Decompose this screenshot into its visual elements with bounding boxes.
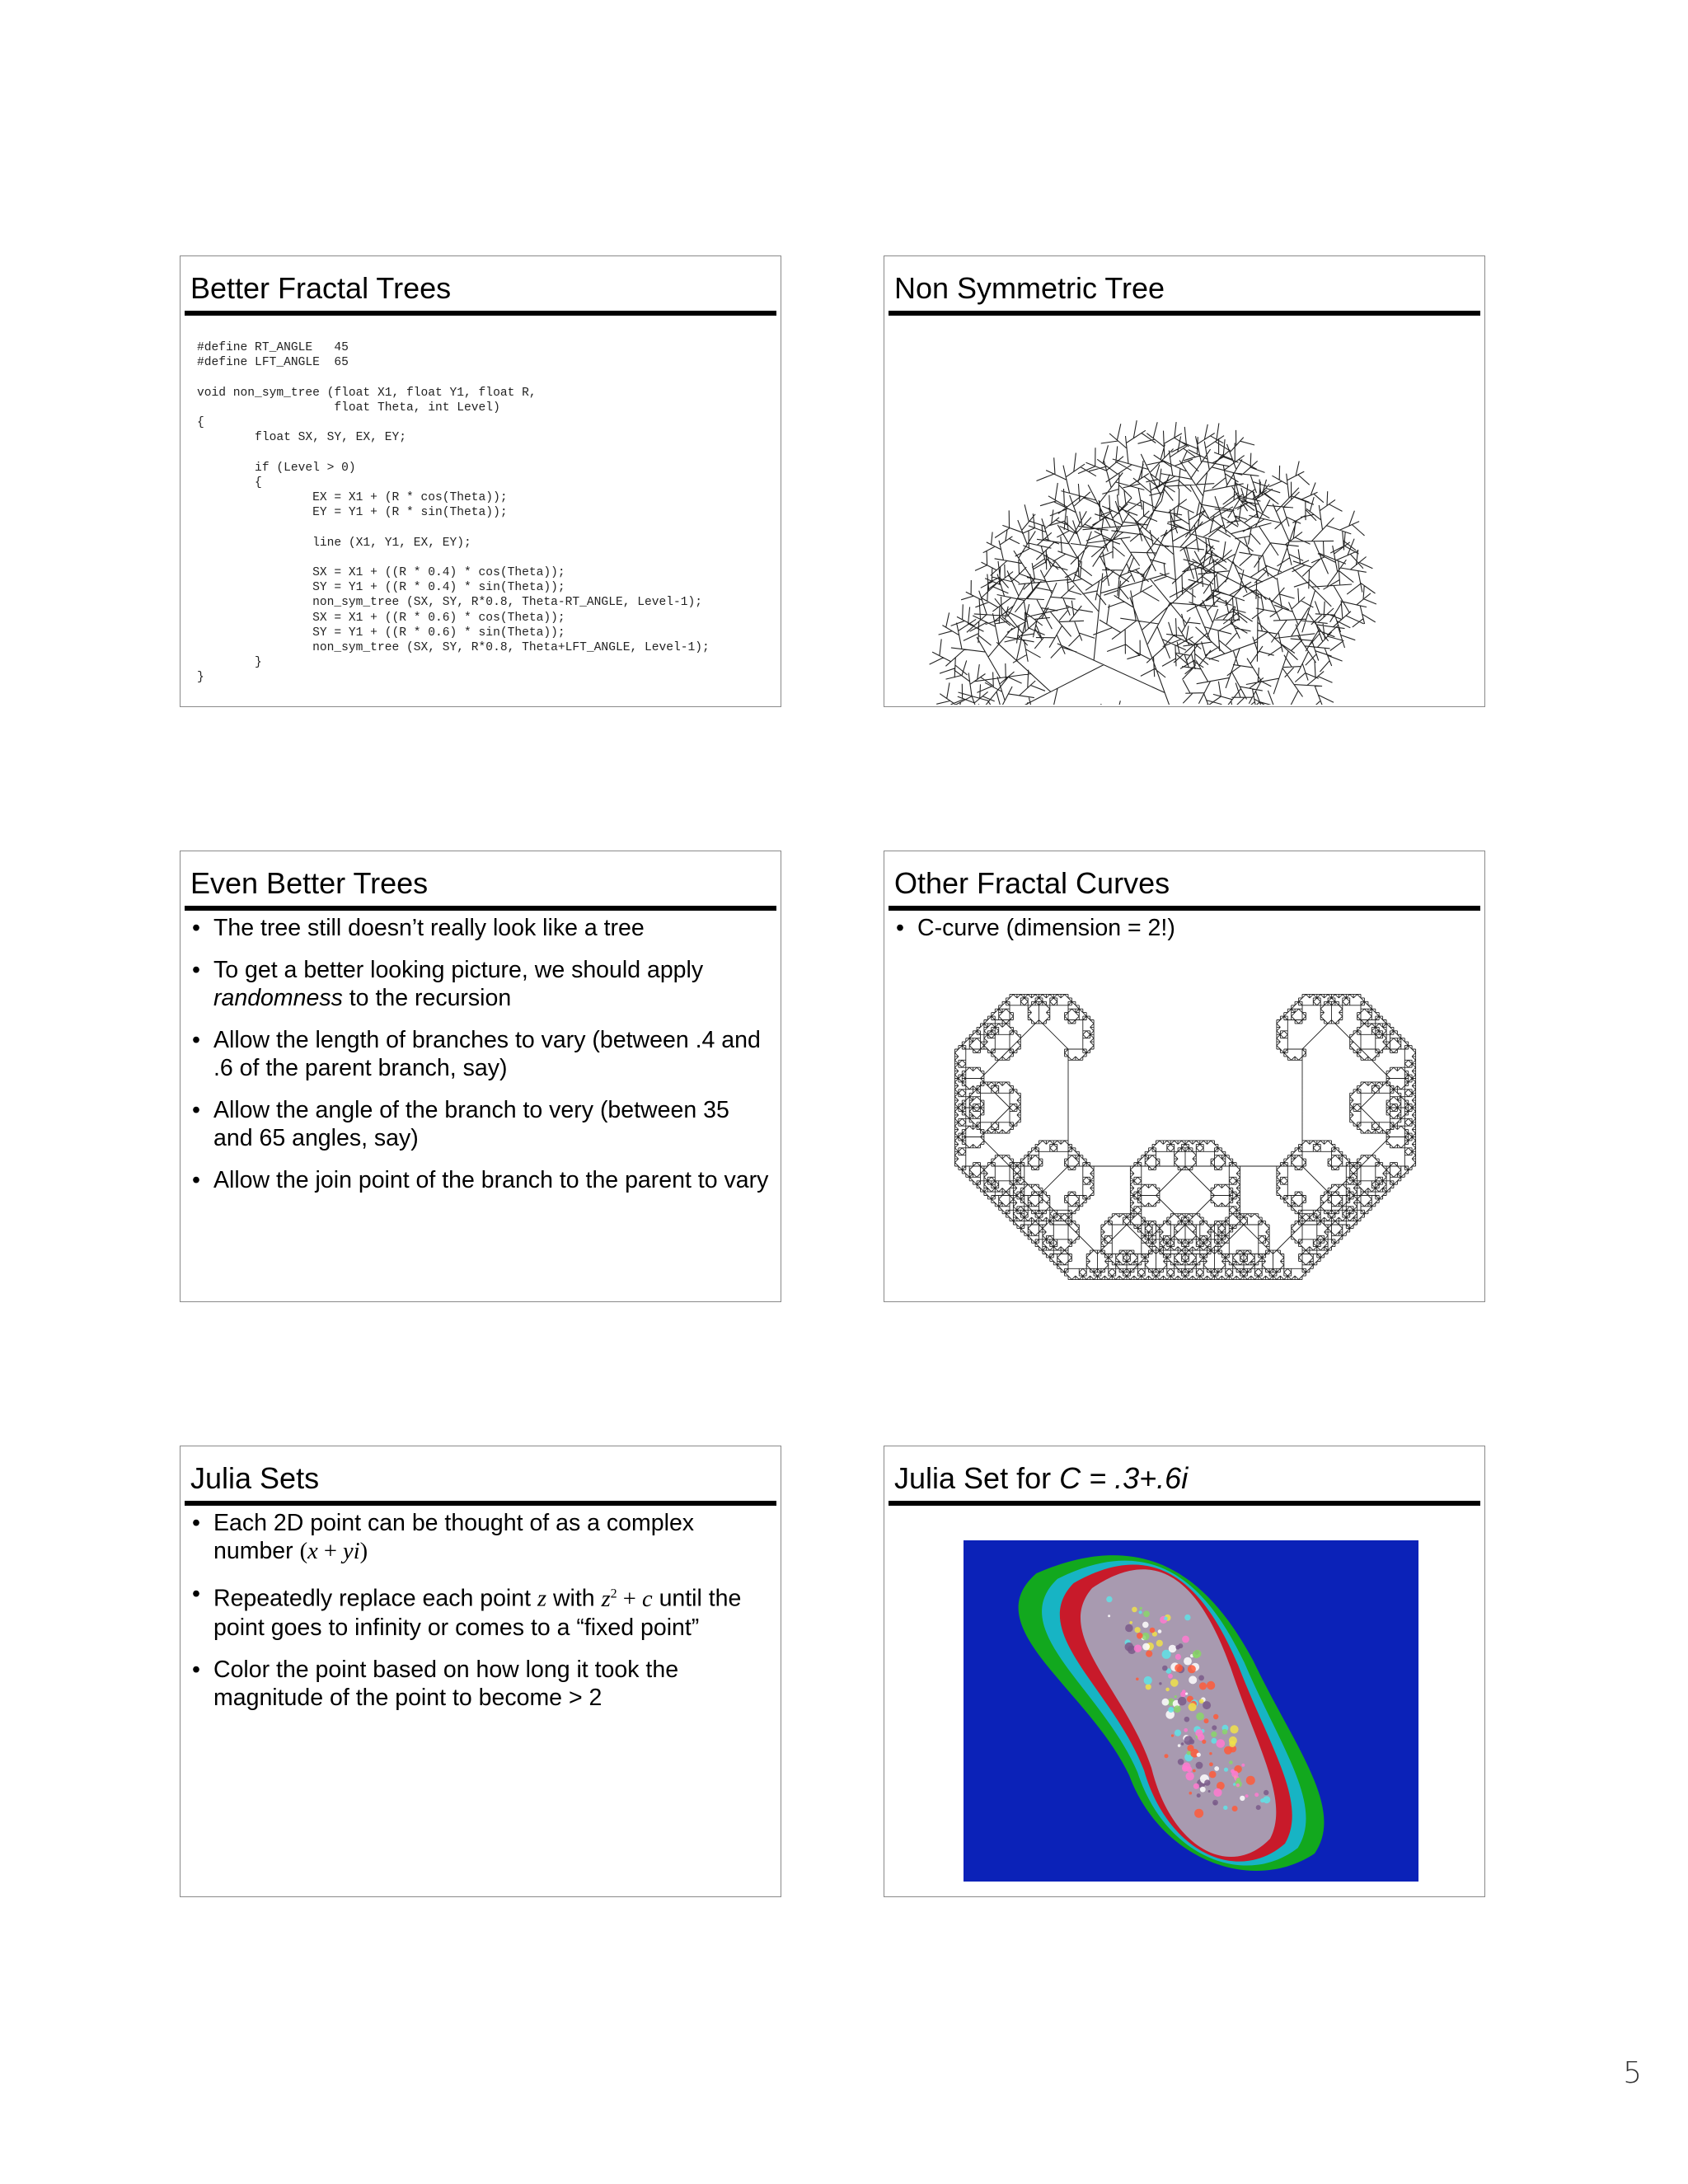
julia-detail bbox=[1159, 1682, 1161, 1685]
julia-detail bbox=[1181, 1742, 1184, 1745]
julia-detail bbox=[1178, 1759, 1184, 1765]
julia-detail bbox=[1174, 1705, 1181, 1713]
julia-detail bbox=[1169, 1645, 1177, 1653]
list-item: • To get a better looking picture, we should apply randomness to the recursion bbox=[190, 956, 769, 1012]
julia-detail bbox=[1204, 1718, 1209, 1723]
julia-detail bbox=[1175, 1654, 1181, 1660]
julia-detail bbox=[1233, 1783, 1236, 1785]
julia-detail bbox=[1187, 1751, 1191, 1755]
list-item: • C-curve (dimension = 2!) bbox=[894, 914, 1473, 942]
julia-detail bbox=[1204, 1779, 1210, 1785]
julia-detail bbox=[1164, 1617, 1167, 1620]
list-item: • Allow the join point of the branch to the parent to vary bbox=[190, 1166, 769, 1194]
julia-detail bbox=[1193, 1783, 1199, 1789]
julia-detail bbox=[1140, 1607, 1142, 1610]
julia-detail bbox=[1194, 1809, 1203, 1818]
non-symmetric-tree-image bbox=[887, 316, 1482, 705]
julia-detail bbox=[1236, 1783, 1240, 1787]
julia-detail bbox=[1184, 1728, 1188, 1732]
title-math: C = .3+.6i bbox=[1059, 1461, 1189, 1495]
julia-detail bbox=[1184, 1717, 1190, 1722]
julia-detail bbox=[1213, 1714, 1218, 1719]
julia-detail bbox=[1202, 1740, 1206, 1744]
julia-detail bbox=[1186, 1772, 1194, 1780]
julia-detail bbox=[1142, 1633, 1149, 1640]
julia-detail bbox=[1231, 1771, 1238, 1778]
slide-title: Even Better Trees bbox=[190, 866, 429, 900]
julia-detail bbox=[1171, 1734, 1174, 1736]
slide-even-better-trees bbox=[180, 851, 781, 1302]
julia-detail bbox=[1222, 1729, 1228, 1735]
math-z-squared-plus-c: $z^2 + c$ bbox=[601, 1586, 653, 1612]
julia-detail bbox=[1245, 1794, 1249, 1797]
julia-detail bbox=[1209, 1752, 1212, 1755]
julia-detail bbox=[1207, 1681, 1215, 1690]
julia-detail bbox=[1168, 1707, 1174, 1713]
julia-detail bbox=[1256, 1805, 1261, 1810]
c-curve-lines bbox=[954, 994, 1415, 1279]
math-x-plus-yi: (x + yi) bbox=[299, 1539, 368, 1564]
bullet-list bbox=[190, 914, 769, 1208]
julia-detail bbox=[1224, 1768, 1228, 1772]
slide-other-fractal-curves bbox=[884, 851, 1485, 1302]
julia-detail bbox=[1196, 1762, 1203, 1769]
julia-detail bbox=[1211, 1732, 1217, 1737]
julia-detail bbox=[1165, 1754, 1169, 1758]
title-rule bbox=[185, 311, 776, 316]
title-rule bbox=[185, 906, 776, 911]
slide-better-fractal-trees bbox=[180, 255, 781, 707]
julia-detail bbox=[1195, 1729, 1203, 1736]
julia-detail bbox=[1108, 1615, 1110, 1617]
julia-detail bbox=[1184, 1615, 1190, 1620]
julia-detail bbox=[1224, 1746, 1232, 1755]
code-listing: #define RT_ANGLE 45 #define LFT_ANGLE 65 void non_sym_tree (float X1, float Y1, float R, float Theta, int Level) { float SX, SY, EX, EY; if (Level > 0) { EX = X1 + (R * cos(Theta)); EY = Y1 + (R * sin(Theta)); line (X1, Y1, EX, EY); SX = X1 + ((R * 0.4) * cos(Theta)); SY = Y1 + ((R * 0.4) * sin(Theta)); non_sym_tree (SX, SY, R*0.8, Theta-RT_ANGLE, Level-1); SX = X1 + ((R * 0.6) * cos(Theta)); SY = Y1 + ((R * 0.6) * sin(Theta)); non_sym_tree (SX, SY, R*0.8, Theta+LFT_ANGLE, Level-1); } } bbox=[197, 341, 710, 685]
julia-detail bbox=[1230, 1725, 1238, 1733]
julia-detail bbox=[1193, 1769, 1196, 1773]
julia-detail bbox=[1193, 1650, 1202, 1658]
julia-detail bbox=[1182, 1636, 1189, 1643]
julia-detail bbox=[1106, 1596, 1112, 1602]
julia-detail bbox=[1142, 1643, 1150, 1651]
julia-detail bbox=[1209, 1771, 1217, 1779]
slide-title: Other Fractal Curves bbox=[894, 866, 1170, 900]
julia-detail bbox=[1241, 1764, 1245, 1767]
julia-detail bbox=[1162, 1699, 1170, 1706]
julia-detail bbox=[1185, 1693, 1188, 1695]
slide-title: Julia Set for C = .3+.6i bbox=[894, 1461, 1189, 1495]
julia-detail bbox=[1213, 1802, 1216, 1805]
julia-detail bbox=[1189, 1675, 1197, 1684]
bullet-list bbox=[894, 914, 1473, 956]
julia-detail bbox=[1203, 1701, 1211, 1709]
julia-detail bbox=[1199, 1682, 1207, 1690]
julia-detail bbox=[1188, 1665, 1196, 1673]
julia-detail bbox=[1170, 1679, 1179, 1687]
julia-detail bbox=[1229, 1760, 1233, 1765]
bullet-list bbox=[190, 1509, 769, 1726]
julia-detail bbox=[1214, 1766, 1219, 1771]
julia-detail bbox=[1178, 1744, 1181, 1747]
julia-detail bbox=[1139, 1610, 1142, 1614]
list-item: • Allow the length of branches to vary (between .4 and .6 of the parent branch, say) bbox=[190, 1026, 769, 1082]
julia-detail bbox=[1178, 1697, 1187, 1706]
julia-detail bbox=[1213, 1788, 1221, 1797]
julia-detail bbox=[1211, 1738, 1217, 1744]
julia-detail bbox=[1143, 1610, 1150, 1617]
julia-detail bbox=[1229, 1741, 1236, 1747]
julia-detail bbox=[1264, 1790, 1268, 1795]
julia-detail bbox=[1182, 1762, 1190, 1770]
julia-detail bbox=[1175, 1664, 1183, 1672]
julia-detail bbox=[1132, 1607, 1137, 1613]
title-rule bbox=[185, 1501, 776, 1506]
julia-detail bbox=[1125, 1624, 1133, 1633]
slide-non-symmetric-tree bbox=[884, 255, 1485, 707]
tree-branches bbox=[930, 420, 1376, 705]
slide-title: Non Symmetric Tree bbox=[894, 271, 1165, 305]
julia-detail bbox=[1254, 1793, 1259, 1797]
list-item: • Color the point based on how long it took the magnitude of the point to become > 2 bbox=[190, 1656, 769, 1712]
julia-detail bbox=[1144, 1676, 1152, 1685]
julia-detail bbox=[1158, 1629, 1162, 1633]
julia-detail bbox=[1175, 1730, 1181, 1736]
julia-detail bbox=[1175, 1645, 1179, 1649]
list-item: • Repeatedly replace each point z with $z^2 + c$ until the point goes to infinity or comes to a “fixed point” bbox=[190, 1580, 769, 1642]
c-curve-image bbox=[934, 975, 1437, 1296]
julia-detail bbox=[1246, 1776, 1255, 1785]
slide-title: Julia Sets bbox=[190, 1461, 320, 1495]
julia-detail bbox=[1189, 1703, 1197, 1711]
julia-detail bbox=[1200, 1787, 1206, 1793]
julia-detail bbox=[1136, 1678, 1139, 1681]
julia-detail bbox=[1125, 1643, 1134, 1652]
julia-detail bbox=[1129, 1621, 1132, 1624]
julia-detail bbox=[1189, 1792, 1193, 1795]
julia-detail bbox=[1212, 1725, 1217, 1730]
julia-detail bbox=[1162, 1666, 1168, 1671]
julia-detail bbox=[1134, 1645, 1142, 1652]
slide-julia-set-image bbox=[884, 1446, 1485, 1897]
slide-julia-sets bbox=[180, 1446, 781, 1897]
julia-detail bbox=[1137, 1633, 1143, 1639]
emphasis-randomness: randomness bbox=[213, 985, 343, 1011]
julia-detail bbox=[1223, 1806, 1227, 1810]
julia-detail bbox=[1184, 1657, 1192, 1666]
julia-detail bbox=[1146, 1651, 1152, 1657]
julia-detail bbox=[1199, 1699, 1204, 1704]
julia-detail bbox=[1232, 1806, 1238, 1811]
julia-detail bbox=[1217, 1739, 1226, 1748]
julia-detail bbox=[1263, 1796, 1270, 1803]
julia-detail bbox=[1175, 1695, 1177, 1698]
julia-detail bbox=[1135, 1627, 1141, 1633]
list-item: • The tree still doesn’t really look like a tree bbox=[190, 914, 769, 942]
title-rule bbox=[889, 906, 1480, 911]
slide-title: Better Fractal Trees bbox=[190, 271, 452, 305]
julia-detail bbox=[1189, 1739, 1194, 1744]
julia-detail bbox=[1209, 1762, 1213, 1766]
julia-detail bbox=[1198, 1675, 1204, 1681]
julia-detail bbox=[1168, 1674, 1173, 1679]
list-item: • Each 2D point can be thought of as a complex number (x + yi) bbox=[190, 1509, 769, 1566]
julia-detail bbox=[1142, 1622, 1149, 1629]
list-item: • Allow the angle of the branch to very (between 35 and 65 angles, say) bbox=[190, 1096, 769, 1152]
page-number: 5 bbox=[1623, 2056, 1642, 2090]
julia-detail bbox=[1156, 1640, 1163, 1647]
julia-detail bbox=[1182, 1690, 1186, 1694]
julia-detail bbox=[1208, 1790, 1211, 1793]
julia-detail bbox=[1197, 1793, 1201, 1797]
math-z: z bbox=[537, 1586, 547, 1612]
julia-detail bbox=[1196, 1713, 1204, 1721]
julia-detail bbox=[1197, 1753, 1201, 1757]
julia-detail bbox=[1146, 1684, 1151, 1690]
julia-detail bbox=[1240, 1796, 1245, 1801]
julia-detail bbox=[1165, 1688, 1170, 1692]
julia-set-image bbox=[964, 1540, 1418, 1882]
julia-detail bbox=[1150, 1628, 1156, 1633]
title-rule bbox=[889, 1501, 1480, 1506]
